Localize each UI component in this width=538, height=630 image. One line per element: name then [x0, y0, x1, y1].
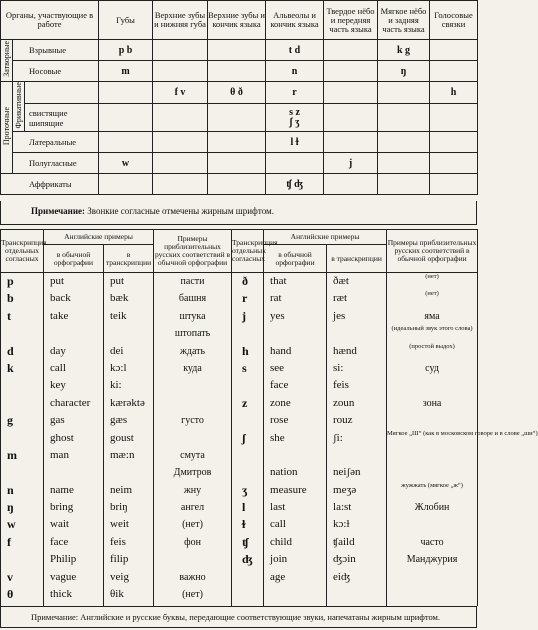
list-item: ʒ — [242, 482, 248, 497]
list-item: ʃ — [242, 430, 246, 445]
list-item — [1, 551, 43, 568]
list-item — [387, 516, 477, 533]
cell: θ ð — [208, 82, 266, 104]
list-item — [154, 395, 231, 412]
list-item: goust — [110, 431, 134, 444]
note-top: Примечание: Звонкие согласные отмечены жирным шрифтом. — [0, 201, 477, 225]
group-stop: Затворные — [1, 40, 13, 82]
list-item: h — [242, 343, 249, 358]
cell — [430, 153, 478, 174]
list-item: feis — [333, 379, 349, 392]
list-item: ki: — [110, 379, 122, 392]
cell — [208, 132, 266, 153]
cell — [324, 40, 378, 61]
list-item: f — [7, 534, 11, 549]
cell: ʧ ʤ — [266, 174, 324, 195]
list-item — [264, 447, 326, 464]
list-item: weit — [110, 518, 129, 531]
list-item: часто — [420, 536, 444, 548]
cell — [99, 132, 153, 153]
list-item: жужжать (мягкое „ж“) — [401, 481, 463, 489]
list-item: key — [50, 379, 66, 392]
list-item: put — [110, 275, 125, 287]
cell — [378, 153, 430, 174]
list-item: ghost — [50, 431, 74, 444]
hdr-ru-r: Примеры приблизительных русских соответствий в обычной орфографии — [387, 230, 478, 273]
row-label: Взрывные — [13, 40, 99, 61]
cell — [378, 132, 430, 153]
cell — [208, 40, 266, 61]
cell: r — [266, 82, 324, 104]
list-item: v — [7, 569, 13, 584]
cell — [153, 104, 208, 132]
list-item: (нет) — [182, 519, 203, 531]
list-item: ждать — [179, 345, 206, 357]
list-item: wait — [50, 518, 69, 531]
cell — [430, 40, 478, 61]
list-item: Philip — [50, 553, 77, 566]
list-item: ʤɔin — [333, 553, 356, 566]
articulation-table — [0, 0, 478, 195]
cell: f v — [153, 82, 208, 104]
cell — [99, 82, 153, 104]
cell — [208, 153, 266, 174]
list-item: θik — [110, 588, 124, 601]
cell — [324, 104, 378, 132]
col-tr-l — [104, 273, 154, 606]
list-item: face — [270, 379, 289, 392]
list-item: ʃi: — [333, 431, 343, 444]
col-tr-r — [327, 273, 387, 606]
hdr-tr-r: в транскрипции — [327, 245, 387, 273]
list-item: kærəktə — [110, 396, 145, 409]
cell — [378, 104, 430, 132]
list-item: g — [7, 413, 13, 428]
list-item — [327, 447, 386, 464]
cell: h — [430, 82, 478, 104]
list-item: yes — [270, 309, 285, 322]
cell: s z ʃ ʒ — [266, 104, 324, 132]
list-item: ʧaild — [333, 535, 355, 548]
list-item: face — [50, 535, 69, 548]
list-item: briŋ — [110, 501, 128, 514]
list-item: s — [242, 360, 247, 375]
list-item: hand — [270, 344, 292, 357]
list-item: ɫ — [242, 517, 246, 532]
list-item: t — [7, 308, 11, 323]
hdr-sym-l: Транскрипция отдельных согласных — [1, 230, 44, 273]
cell: n — [266, 61, 324, 82]
list-item: si: — [333, 361, 344, 374]
cell — [208, 61, 266, 82]
list-item: суд — [425, 362, 439, 374]
list-item — [264, 325, 326, 342]
list-item — [387, 569, 477, 586]
list-item: штука — [179, 310, 206, 322]
cell — [99, 104, 153, 132]
list-item: character — [50, 396, 91, 409]
list-item: gæs — [110, 414, 128, 427]
list-item: (нет) — [425, 290, 439, 298]
hdr-en-r: Английские примеры — [264, 230, 387, 245]
list-item: (нет) — [182, 589, 203, 601]
list-item: b — [7, 291, 14, 306]
cell: m — [99, 61, 153, 82]
hdr-alveoli: Альвеолы и кончик языка — [266, 1, 324, 40]
list-item: фон — [184, 536, 201, 548]
list-item: filip — [110, 553, 129, 566]
hdr-hard-palate: Твердое нёбо и передняя часть языка — [324, 1, 378, 40]
hdr-sym-r: Транскрипция отдельных согласных — [232, 230, 264, 273]
row-label: Латеральные — [13, 132, 99, 153]
list-item: bring — [50, 501, 74, 514]
list-item: hænd — [333, 344, 357, 357]
list-item — [387, 412, 477, 429]
list-item: пасти — [180, 276, 205, 287]
list-item: last — [270, 501, 286, 514]
list-item — [104, 464, 153, 481]
list-item — [1, 464, 43, 481]
col-orth-r — [264, 273, 327, 606]
list-item: la:st — [333, 501, 352, 514]
note-bottom: Примечание: Английские и русские буквы, передающие соответствующие звуки, напечатаны жирным шрифтом. — [0, 606, 477, 628]
hdr-en-l: Английские примеры — [44, 230, 154, 245]
list-item: zone — [270, 396, 291, 409]
list-item: d — [7, 343, 14, 358]
cell — [378, 174, 430, 195]
list-item: meʒə — [333, 483, 357, 496]
list-item — [154, 377, 231, 394]
list-item: θ — [7, 587, 14, 602]
cell: j — [324, 153, 378, 174]
hdr-soft-palate: Мягкое нёбо и задняя часть языка — [378, 1, 430, 40]
list-item: z — [242, 395, 248, 410]
cell — [430, 61, 478, 82]
cell — [430, 104, 478, 132]
row-label: Аффрикаты — [1, 174, 99, 195]
list-item: eiʤ — [333, 570, 351, 583]
list-item: child — [270, 535, 293, 548]
list-item: ræt — [333, 292, 348, 305]
list-item: ʤ — [242, 552, 253, 567]
cell — [153, 132, 208, 153]
cell: w — [99, 153, 153, 174]
list-item: nation — [270, 466, 298, 479]
list-item: m — [7, 447, 17, 462]
list-item — [387, 464, 477, 481]
list-item — [154, 551, 231, 568]
col-ru-l — [154, 273, 232, 606]
list-item: mæ:n — [110, 448, 135, 461]
examples-table — [0, 229, 538, 606]
list-item: смута — [180, 449, 205, 461]
col-ru-r — [387, 273, 538, 606]
hdr-orth-r: в обычной орфографии — [264, 245, 327, 273]
list-item: day — [50, 344, 66, 357]
cell — [153, 153, 208, 174]
cell — [153, 40, 208, 61]
hdr-vocal-cords: Голосовые связки — [430, 1, 478, 40]
list-item: густо — [181, 415, 204, 427]
list-item: see — [270, 361, 285, 374]
list-item: measure — [270, 483, 307, 496]
list-item: thick — [50, 588, 72, 601]
list-item: call — [270, 518, 286, 531]
list-item: штопать — [174, 328, 211, 340]
list-item: p — [7, 274, 14, 288]
list-item: важно — [179, 571, 206, 583]
list-item: she — [270, 431, 285, 444]
list-item: neiʃən — [333, 466, 361, 479]
list-item: age — [270, 570, 286, 583]
list-item: that — [270, 275, 287, 287]
list-item: яма — [424, 310, 440, 322]
list-item: жну — [183, 484, 202, 496]
group-fric: Фрикативные — [13, 82, 25, 132]
list-item: (простой выдох) — [409, 342, 455, 350]
cell — [153, 174, 208, 195]
hdr-orth-l: в обычной орфографии — [44, 245, 104, 273]
cell: ŋ — [378, 61, 430, 82]
list-item: take — [50, 309, 69, 322]
list-item — [232, 377, 263, 394]
col-sym-r — [232, 273, 264, 606]
cell — [208, 104, 266, 132]
list-item: w — [7, 517, 16, 532]
list-item: Манджурия — [406, 554, 458, 566]
list-item: l — [242, 500, 246, 515]
cell — [430, 174, 478, 195]
list-item — [232, 464, 263, 481]
hdr-teeth-lip: Верхние зубы и нижняя губа — [153, 1, 208, 40]
row-label: Носовые — [13, 61, 99, 82]
cell — [153, 61, 208, 82]
list-item: Дмитров — [173, 467, 212, 479]
list-item — [387, 447, 477, 464]
list-item — [387, 377, 477, 394]
list-item: kɔ:ɫ — [333, 518, 350, 531]
list-item — [1, 377, 43, 394]
list-item — [44, 325, 103, 342]
hdr-teeth-tongue: Верхние зубы и кончик языка — [208, 1, 266, 40]
list-item: put — [50, 275, 65, 287]
list-item — [232, 412, 263, 429]
cell — [266, 153, 324, 174]
cell — [324, 82, 378, 104]
list-item — [154, 430, 231, 447]
row-label: свистящие шипящие — [25, 104, 99, 132]
row-label: Полугласные — [13, 153, 99, 174]
list-item: ð — [242, 274, 249, 288]
cell: t d — [266, 40, 324, 61]
list-item — [232, 569, 263, 586]
list-item: vague — [50, 570, 77, 583]
list-item: call — [50, 361, 66, 374]
hdr-organs: Органы, участвующие в работе — [1, 1, 99, 40]
cell — [99, 174, 153, 195]
list-item: ʧ — [242, 534, 249, 549]
list-item: (идеальный звук этого слова) — [391, 325, 473, 333]
list-item: ðæt — [333, 275, 349, 287]
list-item — [232, 325, 263, 342]
cell — [208, 174, 266, 195]
list-item: j — [242, 308, 247, 323]
cell: k g — [378, 40, 430, 61]
list-item: башня — [178, 293, 207, 305]
list-item: back — [50, 292, 71, 305]
cell — [324, 174, 378, 195]
list-item: veig — [110, 570, 129, 583]
list-item: zoun — [333, 396, 355, 409]
list-item: rouz — [333, 414, 353, 427]
list-item — [232, 447, 263, 464]
list-item: зона — [422, 397, 442, 409]
list-item — [1, 395, 43, 412]
list-item: dei — [110, 344, 124, 357]
hdr-tr-l: в транскрипции — [104, 245, 154, 273]
list-item: teik — [110, 309, 127, 322]
list-item: Жлобин — [414, 502, 450, 514]
cell — [430, 132, 478, 153]
list-item: join — [270, 553, 288, 566]
group-flow: Проточные — [1, 82, 13, 174]
list-item: ŋ — [7, 500, 14, 515]
list-item: man — [50, 448, 69, 461]
list-item: куда — [183, 362, 202, 374]
hdr-lips: Губы — [99, 1, 153, 40]
cell: l ɫ — [266, 132, 324, 153]
list-item: r — [242, 291, 248, 306]
list-item: neim — [110, 483, 132, 496]
col-sym-l — [1, 273, 44, 606]
list-item: feis — [110, 535, 126, 548]
cell: p b — [99, 40, 153, 61]
cell — [378, 82, 430, 104]
row-label — [25, 82, 99, 104]
list-item — [1, 430, 43, 447]
cell — [324, 132, 378, 153]
list-item: rose — [270, 414, 289, 427]
list-item: ангел — [180, 502, 205, 514]
list-item — [327, 325, 386, 342]
list-item: kɔ:l — [110, 361, 127, 374]
list-item: Мягкое „Ш“ (как в московском говоре и в слове „ши“) — [387, 429, 538, 437]
list-item — [104, 325, 153, 342]
list-item: n — [7, 482, 14, 497]
list-item — [1, 325, 43, 342]
list-item — [44, 464, 103, 481]
list-item: (нет) — [425, 273, 439, 280]
list-item: jes — [333, 309, 346, 322]
list-item: k — [7, 360, 14, 375]
cell — [324, 61, 378, 82]
list-item: name — [50, 483, 74, 496]
col-orth-l — [44, 273, 104, 606]
hdr-ru-l: Примеры приблизительных русских соответствий в обычной орфографии — [154, 230, 232, 273]
list-item: gas — [50, 414, 65, 427]
list-item: rat — [270, 292, 282, 305]
list-item: bæk — [110, 292, 129, 305]
